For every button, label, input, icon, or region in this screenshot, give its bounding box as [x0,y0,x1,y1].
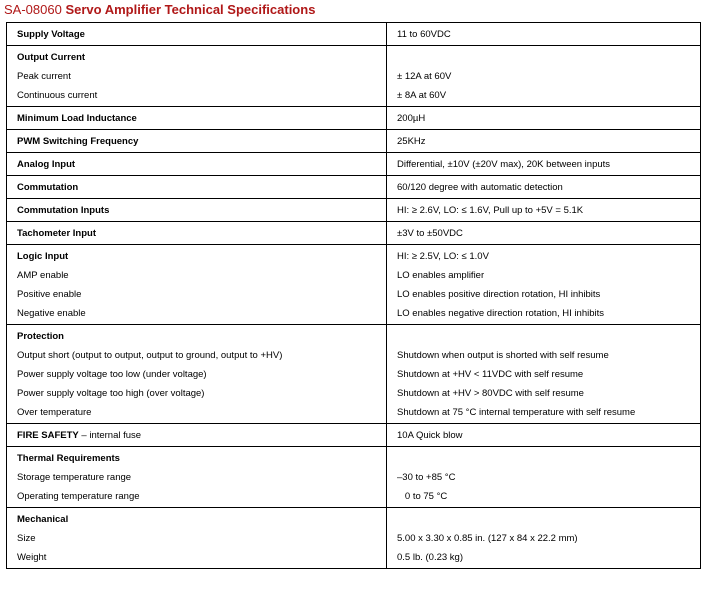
spec-value [397,328,700,347]
specifications-table-body [7,23,701,569]
spec-sub-label: Weight [17,552,47,563]
spec-row [7,199,701,222]
spec-label-cell [7,424,387,447]
spec-row [7,447,701,508]
spec-value: 0.5 lb. (0.23 kg) [397,552,464,563]
spec-label-cell [7,447,387,508]
spec-value-cell [387,130,701,153]
spec-value: 10A Quick blow [397,430,463,441]
spec-value: LO enables positive direction rotation, HI inhibits [397,289,601,300]
spec-value [397,450,700,469]
spec-label-cell [7,508,387,569]
title-text: Servo Amplifier Technical Specifications [65,2,316,17]
spec-heading: Analog Input [17,159,76,170]
spec-value: 5.00 x 3.30 x 0.85 in. (127 x 84 x 22.2 mm) [397,533,578,544]
document-title [4,2,315,20]
model-code: SA-08060 [4,2,62,17]
specifications-table [6,22,701,569]
spec-sub-label: Size [17,533,36,544]
spec-sub-label: AMP enable [17,270,69,281]
spec-sub-label: Peak current [17,71,71,82]
spec-value: HI: ≥ 2.5V, LO: ≤ 1.0V [397,251,489,262]
spec-label-cell [7,130,387,153]
spec-value: –30 to +85 °C [397,472,456,483]
spec-label-cell [7,199,387,222]
spec-value [397,511,700,530]
spec-value: Shutdown at 75 °C internal temperature with self resume [397,407,636,418]
spec-value-cell [387,107,701,130]
spec-value: Shutdown when output is shorted with self resume [397,350,609,361]
spec-value: HI: ≥ 2.6V, LO: ≤ 1.6V, Pull up to +5V = 5.1K [397,205,584,216]
spec-value: Differential, ±10V (±20V max), 20K between inputs [397,159,611,170]
spec-heading-suffix: – internal fuse [78,430,142,441]
spec-value-cell [387,23,701,46]
spec-value-cell [387,199,701,222]
spec-row [7,424,701,447]
spec-heading: Protection [17,331,64,342]
spec-row [7,325,701,424]
spec-label-cell [7,153,387,176]
spec-row [7,107,701,130]
spec-value-cell [387,424,701,447]
spec-row [7,222,701,245]
spec-heading: PWM Switching Frequency [17,136,139,147]
spec-heading-text: FIRE SAFETY [17,430,79,441]
spec-value-cell [387,508,701,569]
spec-heading: Output Current [17,52,86,63]
spec-sub-label: Positive enable [17,289,82,300]
spec-label-cell [7,46,387,107]
spec-heading: Tachometer Input [17,228,96,239]
spec-value-cell [387,222,701,245]
spec-value: 0 to 75 °C [397,491,448,502]
spec-row [7,23,701,46]
spec-value-cell [387,46,701,107]
spec-sub-label: Output short (output to output, output to ground, output to +HV) [17,350,283,361]
spec-row [7,130,701,153]
spec-value: Shutdown at +HV < 11VDC with self resume [397,369,584,380]
spec-sub-label: Continuous current [17,90,98,101]
spec-value: 200µH [397,113,426,124]
spec-value-cell [387,176,701,199]
spec-sub-label: Power supply voltage too high (over voltage) [17,388,205,399]
spec-label-cell [7,222,387,245]
spec-value: ±3V to ±50VDC [397,228,463,239]
spec-value: 60/120 degree with automatic detection [397,182,563,193]
spec-value: Shutdown at +HV > 80VDC with self resume [397,388,584,399]
spec-value: 11 to 60VDC [397,29,451,40]
spec-heading: Commutation Inputs [17,205,110,216]
spec-row [7,508,701,569]
spec-value: LO enables negative direction rotation, HI inhibits [397,308,605,319]
spec-row [7,46,701,107]
spec-value: ± 12A at 60V [397,71,452,82]
spec-row [7,245,701,325]
spec-heading: Commutation [17,182,79,193]
spec-sub-label: Storage temperature range [17,472,132,483]
spec-row [7,153,701,176]
spec-sub-label: Negative enable [17,308,86,319]
spec-value-cell [387,153,701,176]
spec-row [7,176,701,199]
spec-value-cell [387,447,701,508]
spec-heading [17,427,386,446]
spec-value: ± 8A at 60V [397,90,447,101]
spec-sub-label: Operating temperature range [17,491,140,502]
spec-value: LO enables amplifier [397,270,485,281]
spec-heading: Logic Input [17,251,69,262]
spec-heading: Supply Voltage [17,29,85,40]
spec-heading: Mechanical [17,514,69,525]
spec-label-cell [7,176,387,199]
spec-label-cell [7,107,387,130]
spec-sub-label: Power supply voltage too low (under voltage) [17,369,207,380]
spec-label-cell [7,23,387,46]
spec-value [397,49,700,68]
spec-value-cell [387,245,701,325]
spec-value-cell [387,325,701,424]
spec-heading: Minimum Load Inductance [17,113,137,124]
spec-heading: Thermal Requirements [17,453,120,464]
spec-label-cell [7,245,387,325]
spec-value: 25KHz [397,136,426,147]
spec-sub-label: Over temperature [17,407,92,418]
spec-label-cell [7,325,387,424]
